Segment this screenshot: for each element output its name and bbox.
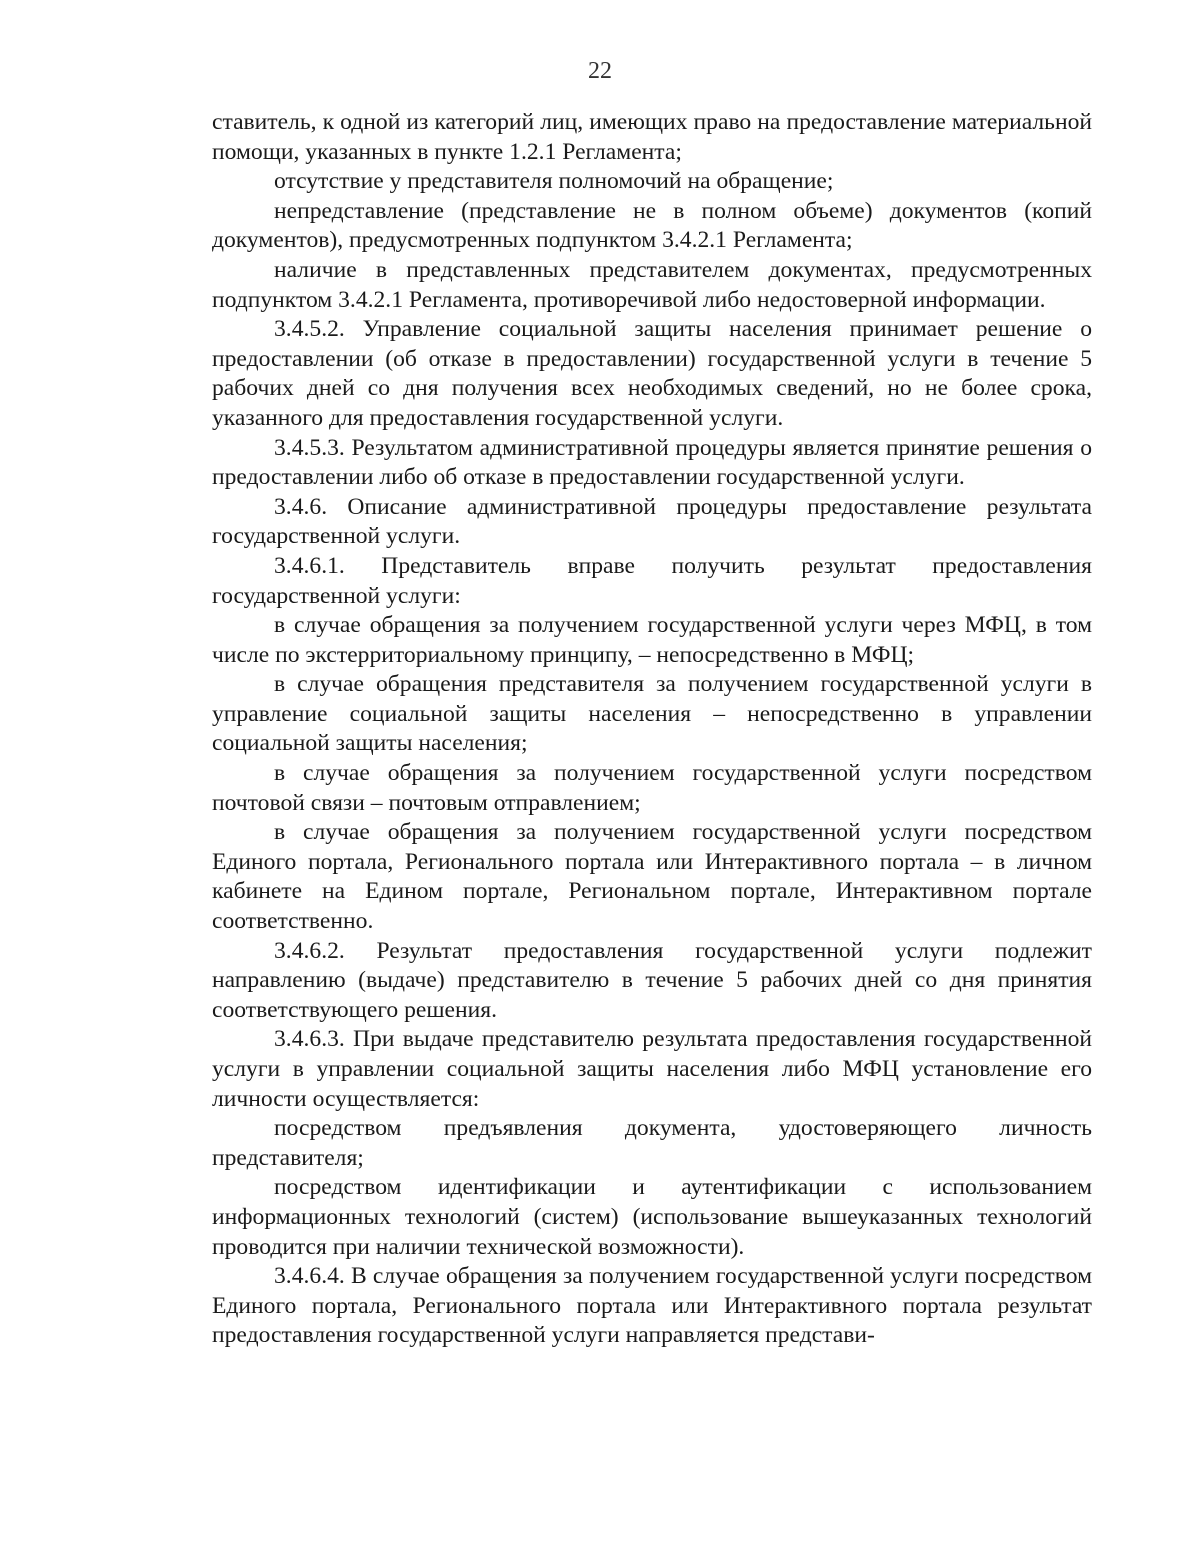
paragraph: отсутствие у представителя полномочий на обращение; (274, 168, 834, 195)
document-body (212, 108, 1092, 1351)
paragraph: непредставление (представление не в полном объеме) документов (копий документов), предусмотренных подпунктом 3.4.2.1 Регламента; (212, 197, 1092, 254)
paragraph: в случае обращения представителя за получением государственной услуги в управление социальной защиты населения – непосредственно в управлении социальной защиты населения; (212, 671, 1092, 757)
paragraph: посредством предъявления документа, удостоверяющего личность представителя; (212, 1115, 1092, 1171)
paragraph-3-4-6-2: 3.4.6.2. Результат предоставления государственной услуги подлежит направлению (выдаче) представителю в течение 5 рабочих дней со дня принятия соответствующего решения. (212, 937, 1092, 1023)
page-number: 22 (588, 58, 612, 84)
paragraph: в случае обращения за получением государственной услуги посредством почтовой связи – почтовым отправлением; (212, 760, 1092, 816)
paragraph: посредством идентификации и аутентификации с использованием информационных технологий (систем) (использование вышеуказанных технологий проводится при наличии технической возможности). (212, 1174, 1092, 1260)
paragraph: в случае обращения за получением государственной услуги через МФЦ, в том числе по экстерриториальному принципу, – непосредственно в МФЦ; (212, 612, 1092, 668)
paragraph-continuation: ставитель, к одной из категорий лиц, имеющих право на предоставление материальной помощи, указанных в пункте 1.2.1 Регламента; (212, 109, 1092, 165)
paragraph-3-4-6-4: 3.4.6.4. В случае обращения за получением государственной услуги посредством Единого портала, Регионального портала или Интерактивного портала результат предоставления государственной услуги направляется представи- (212, 1263, 1092, 1349)
paragraph-3-4-6-3: 3.4.6.3. При выдаче представителю результата предоставления государственной услуги в управлении социальной защиты населения либо МФЦ установление его личности осуществляется: (212, 1026, 1092, 1112)
paragraph: в случае обращения за получением государственной услуги посредством Единого портала, Регионального портала или Интерактивного портала – в личном кабинете на Едином портале, Региональном портале, Интерактивном портале соответственно. (212, 819, 1092, 935)
paragraph-3-4-6: 3.4.6. Описание административной процедуры предоставление результата государственной услуги. (212, 493, 1092, 550)
paragraph-3-4-5-3: 3.4.5.3. Результатом административной процедуры является принятие решения о предоставлении либо об отказе в предоставлении государственной услуги. (212, 434, 1092, 491)
paragraph-3-4-5-2: 3.4.5.2. Управление социальной защиты населения принимает решение о предоставлении (об отказе в предоставлении) государственной услуги в течение 5 рабочих дней со дня получения всех необходимых сведений, но не более срока, указанного для предоставления государственной услуги. (212, 316, 1092, 431)
paragraph-3-4-6-1: 3.4.6.1. Представитель вправе получить результат предоставления государственной услуги: (212, 552, 1092, 609)
paragraph: наличие в представленных представителем документах, предусмотренных подпунктом 3.4.2.1 Регламента, противоречивой либо недостоверной информации. (212, 256, 1092, 313)
